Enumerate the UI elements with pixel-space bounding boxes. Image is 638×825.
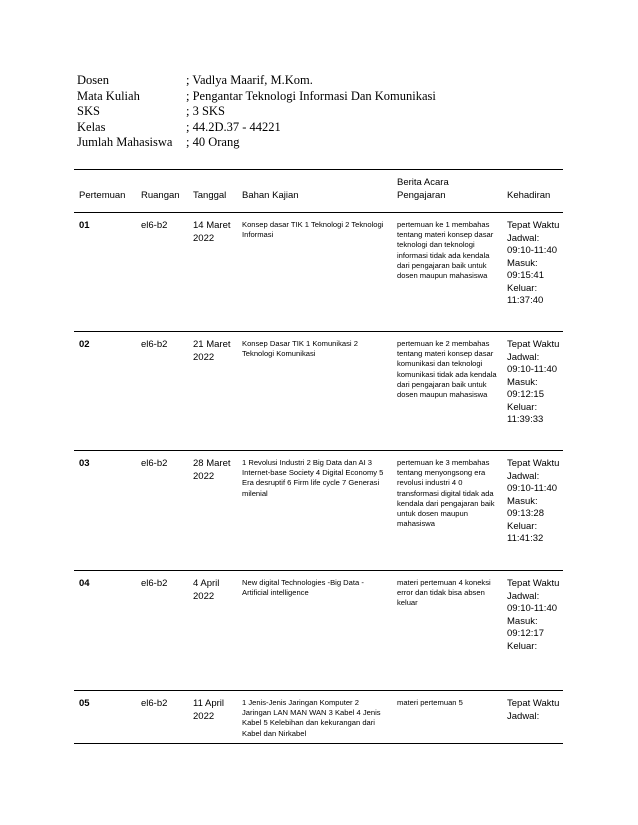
cell-pertemuan: 05	[74, 691, 136, 744]
info-value: ; Pengantar Teknologi Informasi Dan Komunikasi	[186, 88, 436, 103]
cell-ruangan: el6-b2	[136, 571, 188, 691]
cell-kehadiran: Tepat Waktu Jadwal: 09:10-11:40 Masuk: 09:12:17 Keluar:	[502, 571, 563, 691]
header-kehadiran: Kehadiran	[502, 170, 563, 213]
cell-ruangan: el6-b2	[136, 332, 188, 451]
table-row	[74, 332, 563, 451]
cell-berita-acara: pertemuan ke 3 membahas tentang menyongsong era revolusi industri 4 0 transformasi digital tidak ada kendala dari pengajaran baik untuk dosen maupun mahasiswa	[392, 451, 502, 571]
cell-pertemuan: 03	[74, 451, 136, 571]
cell-ruangan: el6-b2	[136, 213, 188, 332]
cell-bahan-kajian: Konsep dasar TIK 1 Teknologi 2 Teknologi Informasi	[237, 213, 392, 332]
cell-kehadiran: Tepat Waktu Jadwal:	[502, 691, 563, 744]
attendance-table	[74, 169, 563, 744]
cell-kehadiran: Tepat Waktu Jadwal: 09:10-11:40 Masuk: 09:12:15 Keluar: 11:39:33	[502, 332, 563, 451]
cell-berita-acara: materi pertemuan 5	[392, 691, 502, 744]
header-pertemuan: Pertemuan	[74, 170, 136, 213]
cell-berita-acara: pertemuan ke 1 membahas tentang materi konsep dasar teknologi dan teknologi informasi tidak ada kendala dari pengajaran baik untuk dosen maupun mahasiswa	[392, 213, 502, 332]
info-label: Dosen	[77, 73, 109, 87]
info-row-mata-kuliah	[77, 89, 436, 105]
cell-berita-acara: pertemuan ke 2 membahas tentang materi konsep dasar komunikasi dan teknologi komunikasi tidak ada kendala dari pengajaran baik untuk dosen maupun mahasiswa	[392, 332, 502, 451]
cell-ruangan: el6-b2	[136, 451, 188, 571]
cell-pertemuan: 02	[74, 332, 136, 451]
cell-tanggal: 14 Maret 2022	[188, 213, 237, 332]
cell-tanggal: 21 Maret 2022	[188, 332, 237, 451]
info-row-dosen	[77, 73, 436, 89]
cell-bahan-kajian: 1 Revolusi Industri 2 Big Data dan AI 3 Internet-base Society 4 Digital Economy 5 Era desruptif 6 Firm life cycle 7 Generasi milenial	[237, 451, 392, 571]
info-value: ; 44.2D.37 - 44221	[186, 119, 281, 134]
info-row-sks	[77, 104, 436, 120]
course-info	[77, 73, 436, 151]
header-bahan-kajian: Bahan Kajian	[237, 170, 392, 213]
info-label: Jumlah Mahasiswa	[77, 135, 173, 150]
cell-tanggal: 4 April 2022	[188, 571, 237, 691]
cell-berita-acara: materi pertemuan 4 koneksi error dan tidak bisa absen keluar	[392, 571, 502, 691]
info-value: ; 3 SKS	[186, 104, 225, 119]
cell-tanggal: 11 April 2022	[188, 691, 237, 744]
cell-bahan-kajian: New digital Technologies -Big Data -Artificial intelligence	[237, 571, 392, 691]
info-label: SKS	[77, 104, 100, 119]
table-row	[74, 213, 563, 332]
info-row-kelas	[77, 120, 436, 136]
cell-tanggal: 28 Maret 2022	[188, 451, 237, 571]
table-row	[74, 451, 563, 571]
info-row-jumlah-mahasiswa	[77, 135, 436, 151]
cell-kehadiran: Tepat Waktu Jadwal: 09:10-11:40 Masuk: 09:13:28 Keluar: 11:41:32	[502, 451, 563, 571]
cell-ruangan: el6-b2	[136, 691, 188, 744]
header-tanggal: Tanggal	[188, 170, 237, 213]
info-value: ; Vadlya Maarif, M.Kom.	[186, 73, 313, 87]
table-row	[74, 571, 563, 691]
info-value: ; 40 Orang	[186, 135, 240, 150]
header-ruangan: Ruangan	[136, 170, 188, 213]
cell-pertemuan: 01	[74, 213, 136, 332]
cell-bahan-kajian: 1 Jenis-Jenis Jaringan Komputer 2 Jaringan LAN MAN WAN 3 Kabel 4 Jenis Kabel 5 Kelebihan dan kekurangan dari Kabel dan Nirkabel	[237, 691, 392, 744]
info-label: Mata Kuliah	[77, 88, 140, 103]
cell-kehadiran: Tepat Waktu Jadwal: 09:10-11:40 Masuk: 09:15:41 Keluar: 11:37:40	[502, 213, 563, 332]
table-header-row	[74, 170, 563, 213]
table-row	[74, 691, 563, 744]
header-berita-acara: Berita Acara Pengajaran	[392, 170, 502, 213]
cell-pertemuan: 04	[74, 571, 136, 691]
info-label: Kelas	[77, 119, 106, 134]
cell-bahan-kajian: Konsep Dasar TIK 1 Komunikasi 2 Teknologi Komunikasi	[237, 332, 392, 451]
